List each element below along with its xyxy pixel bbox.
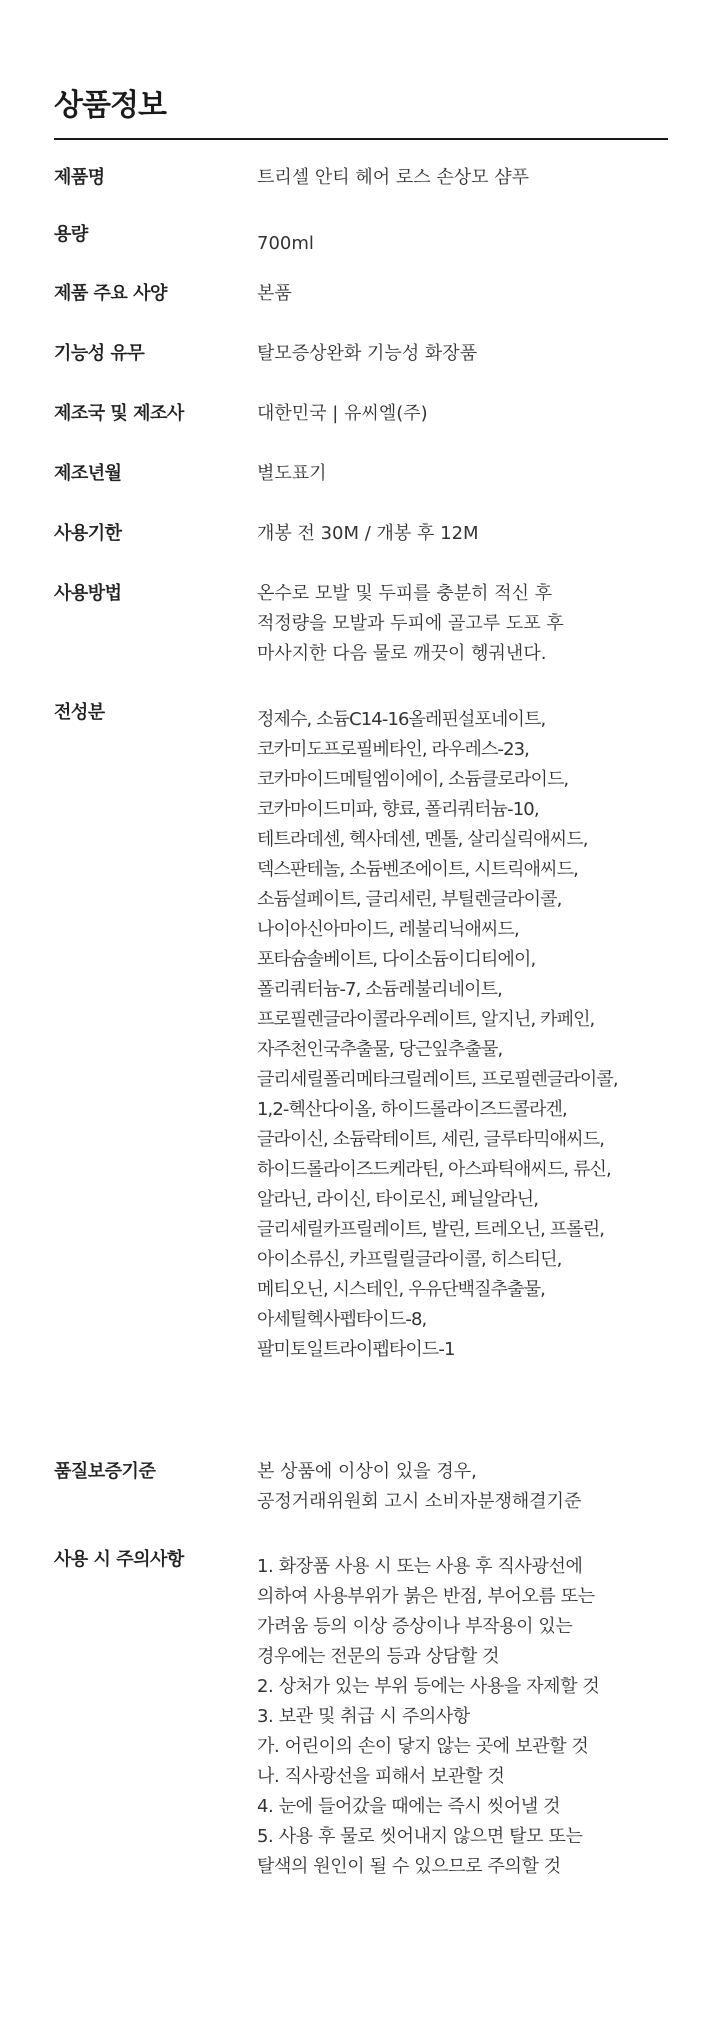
value-line: 탈색의 원인이 될 수 있으므로 주의할 것 <box>257 1856 561 1877</box>
value-line: 경우에는 전문의 등과 상담할 것 <box>257 1646 500 1667</box>
row-label: 제조국 및 제조사 <box>54 403 184 424</box>
value-line: 덱스판테놀, 소듐벤조에이트, 시트릭애씨드, <box>257 859 578 880</box>
row-value <box>257 519 677 549</box>
value-line: 공정거래위원회 고시 소비자분쟁해결기준 <box>257 1491 582 1512</box>
row-value <box>257 1457 677 1517</box>
value-line: 탈모증상완화 기능성 화장품 <box>257 343 478 364</box>
value-line: 본 상품에 이상이 있을 경우, <box>257 1461 477 1482</box>
value-line: 글리세릴카프릴레이트, 발린, 트레오닌, 프롤린, <box>257 1219 605 1240</box>
row-label: 기능성 유무 <box>54 343 145 364</box>
value-line: 4. 눈에 들어갔을 때에는 즉시 씻어낼 것 <box>257 1796 561 1817</box>
row-label: 품질보증기준 <box>54 1461 156 1482</box>
value-line: 2. 상처가 있는 부위 등에는 사용을 자제할 것 <box>257 1676 600 1697</box>
value-line: 소듐설페이트, 글리세린, 부틸렌글라이콜, <box>257 889 562 910</box>
value-line: 별도표기 <box>257 463 327 484</box>
value-line: 코카마이드메틸엠이에이, 소듐클로라이드, <box>257 769 569 790</box>
value-line: 코카미도프로필베타인, 라우레스-23, <box>257 739 529 760</box>
value-line: 의하여 사용부위가 붉은 반점, 부어오름 또는 <box>257 1586 595 1607</box>
value-line: 대한민국 | 유씨엘(주) <box>257 403 428 424</box>
row-label: 사용 시 주의사항 <box>54 1549 184 1570</box>
row-label: 제조년월 <box>54 463 122 484</box>
row-label: 사용방법 <box>54 583 122 604</box>
value-line: 온수로 모발 및 두피를 충분히 적신 후 <box>257 583 553 604</box>
value-line: 코카마이드미파, 향료, 폴리쿼터늄-10, <box>257 799 539 820</box>
row-value <box>257 705 677 1365</box>
value-line: 팔미토일트라이펩타이드-1 <box>257 1339 455 1360</box>
value-line: 3. 보관 및 취급 시 주의사항 <box>257 1706 470 1727</box>
value-line: 1,2-헥산다이올, 하이드롤라이즈드콜라겐, <box>257 1099 567 1120</box>
value-line: 개봉 전 30M / 개봉 후 12M <box>257 523 479 544</box>
value-line: 가. 어린이의 손이 닿지 않는 곳에 보관할 것 <box>257 1736 589 1757</box>
value-line: 마사지한 다음 물로 깨끗이 헹궈낸다. <box>257 643 547 664</box>
row-label: 용량 <box>54 224 88 245</box>
value-line: 1. 화장품 사용 시 또는 사용 후 직사광선에 <box>257 1556 583 1577</box>
value-line: 트리셀 안티 헤어 로스 손상모 샴푸 <box>257 167 530 188</box>
value-line: 5. 사용 후 물로 씻어내지 않으면 탈모 또는 <box>257 1826 583 1847</box>
title-divider <box>54 138 668 140</box>
value-line: 테트라데센, 헥사데센, 멘톨, 살리실릭애씨드, <box>257 829 588 850</box>
value-line: 자주천인국추출물, 당근잎추출물, <box>257 1039 503 1060</box>
row-label: 사용기한 <box>54 523 122 544</box>
row-value <box>257 459 677 489</box>
row-label: 전성분 <box>54 702 105 723</box>
value-line: 700ml <box>257 233 314 254</box>
value-line: 글라이신, 소듐락테이트, 세린, 글루타믹애씨드, <box>257 1129 605 1150</box>
value-line: 하이드롤라이즈드케라틴, 아스파틱애씨드, 류신, <box>257 1159 611 1180</box>
value-line: 아이소류신, 카프릴릴글라이콜, 히스티딘, <box>257 1249 562 1270</box>
value-line: 나. 직사광선을 피해서 보관할 것 <box>257 1766 505 1787</box>
value-line: 폴리쿼터늄-7, 소듐레불리네이트, <box>257 979 502 1000</box>
value-line: 메티오닌, 시스테인, 우유단백질추출물, <box>257 1279 545 1300</box>
row-label: 제품명 <box>54 167 105 188</box>
value-line: 프로필렌글라이콜라우레이트, 알지닌, 카페인, <box>257 1009 595 1030</box>
value-line: 글리세릴폴리메타크릴레이트, 프로필렌글라이콜, <box>257 1069 618 1090</box>
row-value <box>257 579 677 669</box>
value-line: 포타슘솔베이트, 다이소듐이디티에이, <box>257 949 536 970</box>
page-title: 상품정보 <box>54 88 166 123</box>
value-line: 나이아신아마이드, 레불리닉애씨드, <box>257 919 519 940</box>
row-value <box>257 399 677 429</box>
row-label: 제품 주요 사양 <box>54 283 167 304</box>
value-line: 정제수, 소듐C14-16올레핀설포네이트, <box>257 709 546 730</box>
value-line: 알라닌, 라이신, 타이로신, 페닐알라닌, <box>257 1189 539 1210</box>
row-value <box>257 339 677 369</box>
row-value <box>257 163 677 193</box>
row-value <box>257 1552 677 1882</box>
value-line: 아세틸헥사펩타이드-8, <box>257 1309 427 1330</box>
row-value <box>257 279 677 309</box>
row-value <box>257 229 677 259</box>
value-line: 적정량을 모발과 두피에 골고루 도포 후 <box>257 613 564 634</box>
value-line: 본품 <box>257 283 292 304</box>
value-line: 가려움 등의 이상 증상이나 부작용이 있는 <box>257 1616 573 1637</box>
